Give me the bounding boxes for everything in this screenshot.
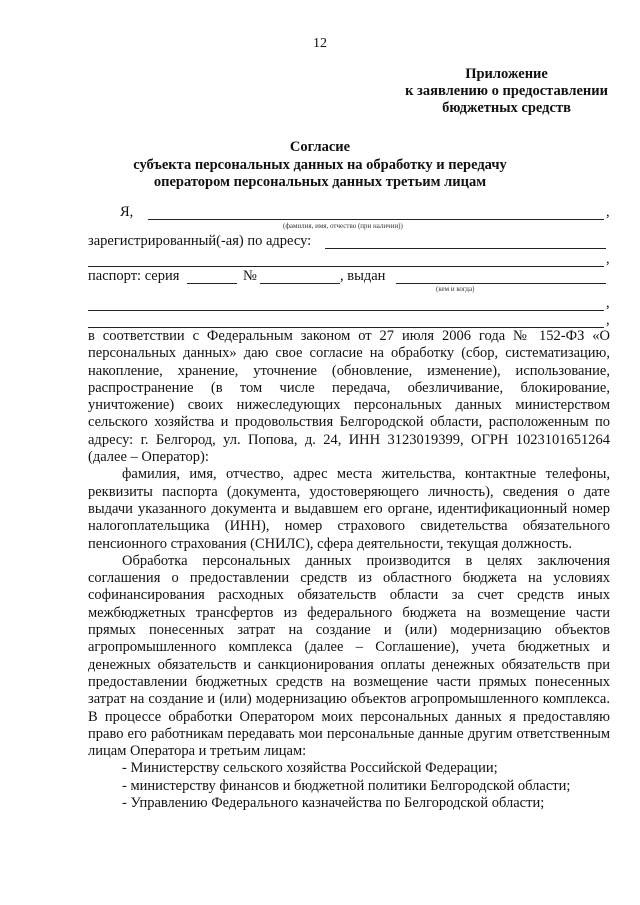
- personal-data-list: фамилия, имя, отчество, адрес места жительства, контактные телефоны, реквизиты паспорта (документа, удостоверяющего личность), сведения о дате выдачи указанного документа и выдавшем его органе, идентификационный номер налогоплательщика (ИНН), номер страхового свидетельства обязательного пенсионного страхования (СНИЛС), сфера деятельности, текущая должность.: [88, 466, 610, 552]
- issued-by-field[interactable]: [396, 269, 606, 284]
- passport-series-field[interactable]: [187, 269, 237, 284]
- passport-series-label: паспорт: серия: [88, 268, 180, 284]
- title-line-3: оператором персональных данных третьим лицам: [153, 174, 487, 190]
- appendix-header: [405, 66, 608, 117]
- issued-comma: ,: [606, 295, 610, 311]
- issued-comma-2: ,: [606, 312, 610, 328]
- recipient-item: - Министерству сельского хозяйства Российской Федерации;: [122, 760, 498, 777]
- issued-by-continuation-2[interactable]: [88, 313, 604, 328]
- consent-paragraph: в соответствии с Федеральным законом от 27 июля 2006 года № 152-ФЗ «О персональных данных» даю свое согласие на обработку (сбор, систематизацию, накопление, хранение, уточнение (обновление, изменение), использование, распространение (в том числе передача, обезличивание, блокирование, уничтожение) своих нижеследующих персональных данных министерством сельского хозяйства и продовольствия Белгородской области, расположенным по адресу: г. Белгород, ул. Попова, д. 24, ИНН 3123019399, ОГРН 1023101651264 (далее – Оператор):: [88, 328, 610, 466]
- appendix-line-3: бюджетных средств: [442, 100, 571, 116]
- registered-address-label: зарегистрированный(-ая) по адресу:: [88, 233, 312, 249]
- title-line-1: Согласие: [289, 139, 351, 155]
- i-label: Я,: [120, 204, 134, 220]
- recipient-item: - министерству финансов и бюджетной политики Белгородской области;: [122, 777, 571, 794]
- address-field[interactable]: [325, 234, 606, 249]
- title-line-2: субъекта персональных данных на обработку и передачу: [133, 156, 507, 173]
- name-hint: (фамилия, имя, отчество (при наличии)): [283, 222, 403, 230]
- recipient-item: - Управлению Федерального казначейства по Белгородской области;: [122, 795, 545, 812]
- appendix-line-1: Приложение: [465, 66, 548, 82]
- passport-number-field[interactable]: [260, 269, 340, 284]
- issued-hint: (кем и когда): [436, 285, 475, 293]
- address-field-continuation[interactable]: [88, 252, 604, 267]
- issued-by-continuation[interactable]: [88, 296, 604, 311]
- document-title: [0, 139, 640, 192]
- issued-label: , выдан: [340, 268, 386, 284]
- recipients-list: [88, 760, 610, 812]
- name-comma: ,: [606, 204, 610, 220]
- address-comma: ,: [606, 251, 610, 267]
- passport-number-label: №: [243, 268, 257, 284]
- consent-body: [88, 328, 610, 812]
- page-number: 12: [313, 36, 327, 51]
- appendix-line-2: к заявлению о предоставлении: [405, 83, 608, 99]
- processing-purpose-paragraph: Обработка персональных данных производится в целях заключения соглашения о предоставлении средств из областного бюджета на условиях софинансирования расходных обязательств области за счет средств иных межбюджетных трансфертов из федерального бюджета на возмещение части прямых понесенных затрат на создание и (или) модернизацию объектов агропромышленного комплекса (далее – Соглашение), учета бюджетных и денежных обязательств и санкционирования оплаты денежных обязательств при предоставлении бюджетных средств на возмещение части прямых понесенных затрат на создание и (или) модернизацию объектов агропромышленного комплекса. В процессе обработки Оператором моих персональных данных я предоставляю право его работникам передавать мои персональные данные другим ответственным лицам Оператора и третьим лицам:: [88, 552, 610, 760]
- full-name-field[interactable]: [148, 205, 604, 220]
